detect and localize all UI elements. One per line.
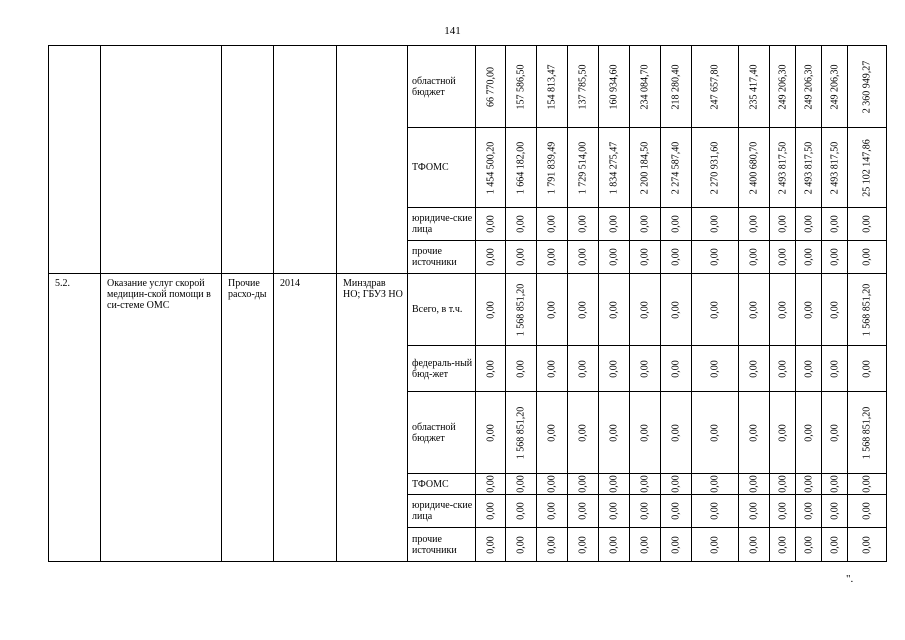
value-cell (476, 474, 506, 495)
value-cell (739, 495, 770, 528)
table-row (49, 274, 887, 346)
value-text: 2 493 817,50 (829, 141, 840, 194)
value-cell (796, 46, 822, 128)
value-cell (599, 274, 630, 346)
value-cell (568, 274, 599, 346)
value-text: 0,00 (803, 248, 814, 266)
value-text: 0,00 (608, 423, 620, 442)
value-cell (796, 241, 822, 274)
value-text: 0,00 (515, 535, 527, 554)
value-text: 0,00 (803, 300, 814, 319)
value-text: 0,00 (803, 535, 814, 554)
value-text: 0,00 (748, 502, 760, 520)
value-cell (537, 495, 568, 528)
value-cell (506, 392, 537, 474)
value-cell (822, 46, 848, 128)
value-cell (568, 474, 599, 495)
value-cell (739, 346, 770, 392)
value-text: 0,00 (670, 502, 682, 520)
funding-source-cell: областной бюджет (408, 46, 476, 128)
value-cell (796, 392, 822, 474)
value-cell (661, 495, 692, 528)
value-cell (692, 274, 739, 346)
value-text: 0,00 (829, 475, 840, 493)
value-cell (568, 495, 599, 528)
value-text: 2 274 587,40 (670, 141, 682, 194)
value-cell (568, 208, 599, 241)
value-text: 0,00 (709, 475, 721, 493)
value-cell (661, 274, 692, 346)
value-text: 0,00 (803, 215, 814, 233)
row-number-cell: 5.2. (49, 274, 101, 562)
value-cell (476, 346, 506, 392)
funding-source-cell: прочие источники (408, 528, 476, 562)
value-cell (770, 474, 796, 495)
value-cell (599, 495, 630, 528)
value-cell (568, 392, 599, 474)
value-text: 0,00 (709, 248, 721, 266)
value-cell (770, 346, 796, 392)
value-cell (822, 474, 848, 495)
closing-quote-mark: ". (846, 573, 854, 585)
value-text: 0,00 (577, 359, 589, 378)
value-text: 0,00 (803, 502, 814, 520)
value-text: 0,00 (748, 423, 760, 442)
value-cell (599, 241, 630, 274)
value-text: 0,00 (546, 535, 558, 554)
value-cell (770, 208, 796, 241)
value-text: 0,00 (485, 300, 496, 319)
value-text: 2 200 184,50 (639, 141, 651, 194)
value-text: 0,00 (515, 502, 527, 520)
value-cell (739, 474, 770, 495)
value-text: 0,00 (777, 359, 788, 378)
value-text: 0,00 (577, 423, 589, 442)
value-cell (630, 241, 661, 274)
value-cell (476, 208, 506, 241)
value-text: 247 657,80 (709, 64, 721, 109)
value-cell (796, 128, 822, 208)
value-text: 0,00 (777, 535, 788, 554)
value-text: 0,00 (608, 215, 620, 233)
value-text: 0,00 (861, 535, 873, 554)
value-text: 0,00 (829, 248, 840, 266)
value-cell (568, 46, 599, 128)
value-text: 0,00 (748, 535, 760, 554)
value-cell (848, 474, 887, 495)
value-cell (506, 274, 537, 346)
value-text: 0,00 (777, 215, 788, 233)
value-text: 0,00 (748, 248, 760, 266)
value-cell (848, 46, 887, 128)
value-text: 1 568 851,20 (515, 406, 527, 459)
value-cell (661, 46, 692, 128)
value-cell (599, 474, 630, 495)
value-text: 0,00 (546, 423, 558, 442)
value-text: 0,00 (577, 475, 589, 493)
value-text: 249 206,30 (777, 64, 788, 109)
value-cell (739, 528, 770, 562)
funding-source-cell: прочие источники (408, 241, 476, 274)
value-cell (796, 495, 822, 528)
value-text: 0,00 (829, 535, 840, 554)
value-cell (692, 346, 739, 392)
value-cell (739, 208, 770, 241)
value-cell (770, 274, 796, 346)
value-cell (476, 274, 506, 346)
value-text: 0,00 (748, 359, 760, 378)
value-cell (506, 128, 537, 208)
value-text: 157 586,50 (515, 64, 527, 109)
value-text: 0,00 (639, 475, 651, 493)
value-text: 0,00 (803, 475, 814, 493)
value-cell (661, 346, 692, 392)
value-cell (568, 241, 599, 274)
value-text: 0,00 (777, 300, 788, 319)
prev-executor-cell (337, 46, 408, 274)
value-text: 0,00 (639, 535, 651, 554)
value-cell (599, 392, 630, 474)
funding-source-cell: юридиче-ские лица (408, 495, 476, 528)
value-cell (506, 208, 537, 241)
value-text: 0,00 (515, 215, 527, 233)
value-text: 0,00 (861, 475, 873, 493)
value-cell (630, 495, 661, 528)
value-cell (599, 528, 630, 562)
value-cell (848, 392, 887, 474)
value-cell (661, 208, 692, 241)
value-cell (537, 346, 568, 392)
value-text: 0,00 (777, 475, 788, 493)
value-cell (506, 241, 537, 274)
value-cell (848, 528, 887, 562)
value-cell (692, 208, 739, 241)
value-cell (630, 208, 661, 241)
funding-table (48, 45, 887, 562)
value-cell (630, 274, 661, 346)
value-text: 0,00 (608, 475, 620, 493)
value-text: 0,00 (861, 215, 873, 233)
value-text: 0,00 (546, 502, 558, 520)
value-text: 2 270 931,60 (709, 141, 721, 194)
funding-source-cell: областной бюджет (408, 392, 476, 474)
value-text: 137 785,50 (577, 64, 589, 109)
value-cell (796, 274, 822, 346)
value-text: 218 280,40 (670, 64, 682, 109)
value-text: 0,00 (829, 502, 840, 520)
prev-year-cell (274, 46, 337, 274)
prev-number-cell (49, 46, 101, 274)
value-cell (822, 392, 848, 474)
value-text: 0,00 (777, 502, 788, 520)
value-cell (476, 128, 506, 208)
value-cell (568, 128, 599, 208)
value-cell (537, 528, 568, 562)
value-cell (537, 241, 568, 274)
value-cell (848, 274, 887, 346)
value-text: 1 729 514,00 (577, 141, 589, 194)
value-cell (739, 128, 770, 208)
value-text: 0,00 (485, 535, 496, 554)
value-text: 0,00 (803, 423, 814, 442)
value-text: 1 454 500,20 (485, 141, 496, 194)
value-cell (822, 208, 848, 241)
value-text: 0,00 (748, 300, 760, 319)
value-text: 0,00 (515, 248, 527, 266)
value-text: 0,00 (709, 535, 721, 554)
value-text: 0,00 (639, 215, 651, 233)
value-cell (739, 241, 770, 274)
page-number: 141 (444, 25, 461, 37)
value-text: 0,00 (670, 248, 682, 266)
value-text: 0,00 (485, 423, 496, 442)
value-text: 160 934,60 (608, 64, 620, 109)
value-text: 0,00 (485, 215, 496, 233)
value-text: 0,00 (829, 359, 840, 378)
funding-source-cell: ТФОМС (408, 128, 476, 208)
value-cell (506, 474, 537, 495)
value-text: 0,00 (639, 300, 651, 319)
value-text: 0,00 (670, 300, 682, 319)
value-text: 0,00 (546, 300, 558, 319)
value-cell (796, 474, 822, 495)
value-cell (537, 474, 568, 495)
value-cell (630, 346, 661, 392)
value-cell (848, 128, 887, 208)
value-text: 1 568 851,20 (515, 283, 527, 336)
value-cell (770, 495, 796, 528)
value-text: 0,00 (608, 248, 620, 266)
value-text: 0,00 (670, 359, 682, 378)
value-cell (630, 474, 661, 495)
funding-source-cell: федераль-ный бюд-жет (408, 346, 476, 392)
value-text: 1 834 275,47 (608, 141, 620, 194)
value-cell (476, 392, 506, 474)
value-text: 0,00 (608, 502, 620, 520)
value-text: 0,00 (577, 535, 589, 554)
value-cell (506, 495, 537, 528)
value-text: 0,00 (577, 502, 589, 520)
value-cell (537, 208, 568, 241)
value-cell (770, 46, 796, 128)
value-text: 0,00 (861, 248, 873, 266)
value-text: 1 568 851,20 (861, 283, 873, 336)
value-text: 0,00 (670, 215, 682, 233)
value-cell (796, 346, 822, 392)
value-text: 0,00 (829, 423, 840, 442)
value-cell (661, 128, 692, 208)
value-text: 249 206,30 (803, 64, 814, 109)
value-cell (476, 495, 506, 528)
value-text: 0,00 (639, 502, 651, 520)
value-cell (770, 241, 796, 274)
value-cell (537, 46, 568, 128)
value-cell (692, 128, 739, 208)
value-cell (599, 346, 630, 392)
measure-name-cell: Оказание услуг скорой медицин-ской помощи в си-стеме ОМС (101, 274, 222, 562)
value-cell (822, 241, 848, 274)
value-cell (537, 274, 568, 346)
value-cell (630, 528, 661, 562)
value-cell (848, 208, 887, 241)
value-text: 0,00 (748, 475, 760, 493)
value-text: 0,00 (485, 502, 496, 520)
value-text: 0,00 (639, 423, 651, 442)
value-text: 0,00 (577, 300, 589, 319)
table-row (49, 46, 887, 128)
value-cell (630, 128, 661, 208)
value-cell (476, 241, 506, 274)
value-text: 0,00 (546, 248, 558, 266)
value-text: 0,00 (639, 248, 651, 266)
value-cell (739, 392, 770, 474)
value-cell (692, 495, 739, 528)
value-cell (661, 241, 692, 274)
value-cell (739, 46, 770, 128)
value-text: 0,00 (861, 359, 873, 378)
value-cell (796, 208, 822, 241)
value-cell (661, 392, 692, 474)
value-text: 2 400 680,70 (748, 141, 760, 194)
expense-type-cell: Прочие расхо-ды (222, 274, 274, 562)
value-text: 0,00 (670, 475, 682, 493)
value-cell (739, 274, 770, 346)
value-cell (822, 274, 848, 346)
value-text: 0,00 (670, 423, 682, 442)
value-cell (770, 128, 796, 208)
value-text: 0,00 (709, 300, 721, 319)
value-text: 0,00 (709, 423, 721, 442)
value-text: 1 791 839,49 (546, 141, 558, 194)
value-text: 0,00 (803, 359, 814, 378)
value-text: 0,00 (485, 248, 496, 266)
value-cell (822, 495, 848, 528)
value-cell (506, 528, 537, 562)
value-text: 235 417,40 (748, 64, 760, 109)
value-text: 0,00 (608, 300, 620, 319)
value-text: 0,00 (748, 215, 760, 233)
value-text: 0,00 (485, 475, 496, 493)
value-cell (506, 46, 537, 128)
value-text: 0,00 (608, 535, 620, 554)
value-text: 0,00 (577, 215, 589, 233)
funding-source-cell: юридиче-ские лица (408, 208, 476, 241)
prev-name-cell (101, 46, 222, 274)
value-cell (599, 208, 630, 241)
funding-source-cell: Всего, в т.ч. (408, 274, 476, 346)
value-cell (599, 128, 630, 208)
value-cell (661, 528, 692, 562)
value-text: 2 493 817,50 (803, 141, 814, 194)
value-text: 0,00 (485, 359, 496, 378)
value-text: 1 664 182,00 (515, 141, 527, 194)
value-cell (537, 128, 568, 208)
value-text: 0,00 (777, 248, 788, 266)
executor-cell: Минздрав НО; ГБУЗ НО (337, 274, 408, 562)
value-text: 0,00 (546, 475, 558, 493)
value-text: 0,00 (829, 215, 840, 233)
value-cell (599, 46, 630, 128)
value-text: 154 813,47 (546, 64, 558, 109)
value-cell (848, 346, 887, 392)
value-cell (568, 346, 599, 392)
value-cell (822, 346, 848, 392)
value-text: 0,00 (639, 359, 651, 378)
value-cell (848, 495, 887, 528)
value-text: 1 568 851,20 (861, 406, 873, 459)
value-text: 0,00 (546, 215, 558, 233)
value-text: 249 206,30 (829, 64, 840, 109)
value-cell (692, 392, 739, 474)
value-text: 2 493 817,50 (777, 141, 788, 194)
value-cell (476, 46, 506, 128)
value-text: 0,00 (777, 423, 788, 442)
year-cell: 2014 (274, 274, 337, 562)
value-cell (822, 128, 848, 208)
value-cell (630, 392, 661, 474)
value-cell (476, 528, 506, 562)
value-cell (770, 528, 796, 562)
value-text: 66 770,00 (485, 66, 496, 107)
prev-expense-cell (222, 46, 274, 274)
table-body (49, 46, 887, 562)
value-text: 0,00 (709, 215, 721, 233)
value-text: 0,00 (515, 359, 527, 378)
value-text: 0,00 (670, 535, 682, 554)
value-text: 0,00 (515, 475, 527, 493)
value-cell (692, 528, 739, 562)
value-text: 25 102 147,86 (861, 138, 873, 197)
value-cell (630, 46, 661, 128)
value-text: 0,00 (577, 248, 589, 266)
value-cell (692, 474, 739, 495)
value-cell (770, 392, 796, 474)
value-text: 0,00 (861, 502, 873, 520)
value-cell (568, 528, 599, 562)
value-cell (661, 474, 692, 495)
value-cell (692, 241, 739, 274)
value-text: 0,00 (829, 300, 840, 319)
value-cell (537, 392, 568, 474)
value-cell (506, 346, 537, 392)
value-text: 0,00 (709, 359, 721, 378)
value-text: 234 084,70 (639, 64, 651, 109)
value-cell (796, 528, 822, 562)
value-text: 0,00 (546, 359, 558, 378)
value-cell (822, 528, 848, 562)
value-text: 0,00 (709, 502, 721, 520)
value-text: 2 360 949,27 (861, 60, 873, 113)
funding-source-cell: ТФОМС (408, 474, 476, 495)
value-cell (692, 46, 739, 128)
value-cell (848, 241, 887, 274)
value-text: 0,00 (608, 359, 620, 378)
